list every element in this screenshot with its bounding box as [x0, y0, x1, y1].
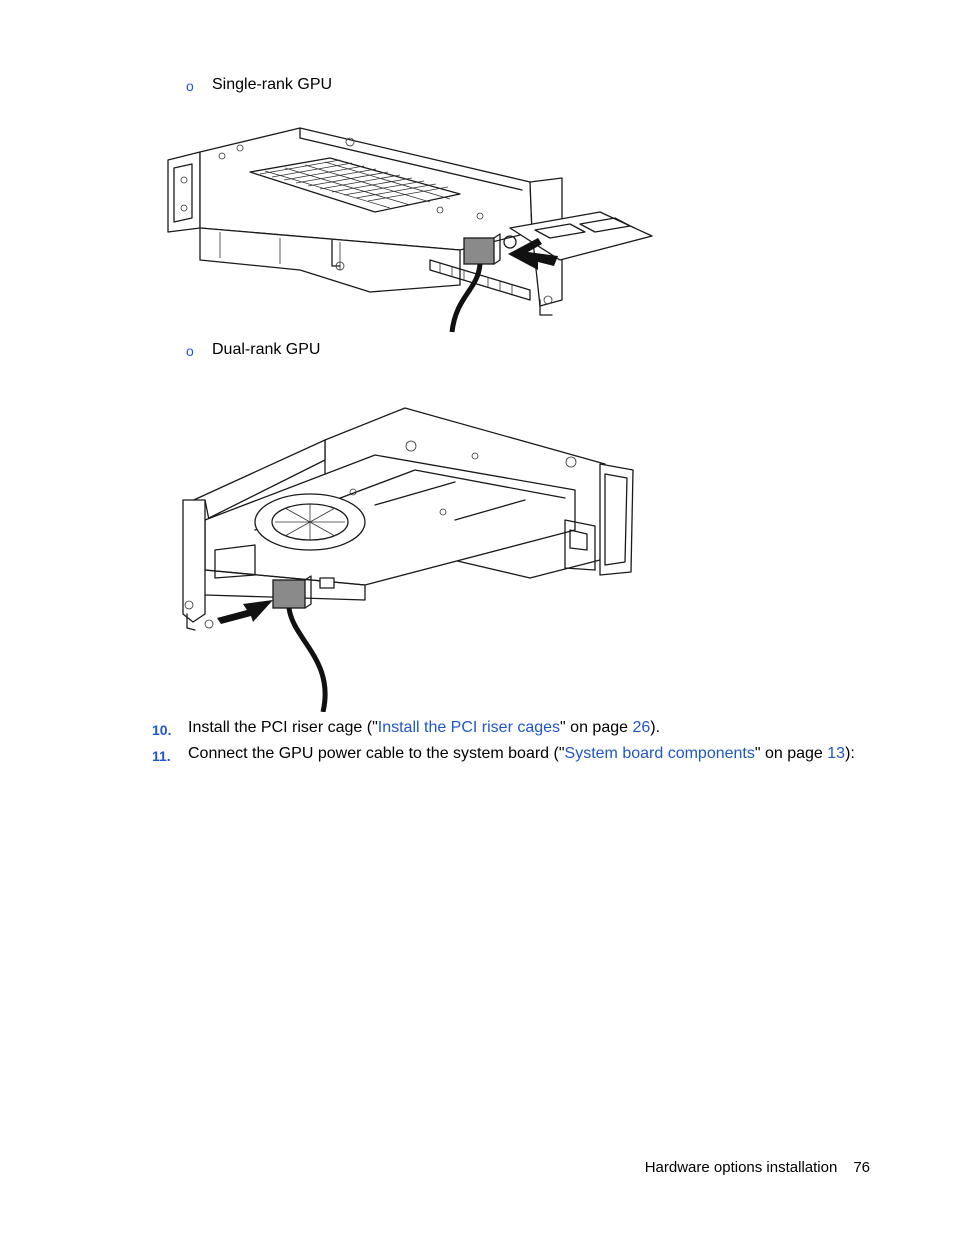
step-number: 11.: [152, 748, 171, 764]
link-system-board-components[interactable]: System board components: [564, 745, 755, 762]
bullet-text-single-rank: Single-rank GPU: [212, 76, 333, 93]
footer-section-title: Hardware options installation: [644, 1159, 838, 1176]
bullet-marker: o: [186, 343, 194, 359]
step-text-before: Install the PCI riser cage (": [188, 719, 378, 736]
bullet-marker: o: [186, 78, 194, 94]
single-rank-gpu-illustration: [160, 120, 660, 335]
footer-page-number: 76: [853, 1159, 870, 1176]
bullet-text-dual-rank: Dual-rank GPU: [212, 341, 321, 358]
step-number: 10.: [152, 722, 172, 738]
link-page-26[interactable]: 26: [632, 719, 651, 736]
step-text-after: ).: [650, 719, 661, 736]
link-page-13[interactable]: 13: [827, 745, 846, 762]
step-text-middle: " on page: [560, 719, 633, 736]
step-text-after: ):: [845, 745, 855, 762]
step-11-text: [188, 745, 855, 763]
step-text-middle: " on page: [754, 745, 828, 762]
step-10-text: [188, 719, 660, 737]
dual-rank-gpu-illustration: [175, 400, 645, 712]
link-install-pci-riser-cages[interactable]: Install the PCI riser cages: [377, 719, 561, 736]
step-text-before: Connect the GPU power cable to the system board (": [188, 745, 565, 762]
page-footer: [645, 1159, 870, 1176]
